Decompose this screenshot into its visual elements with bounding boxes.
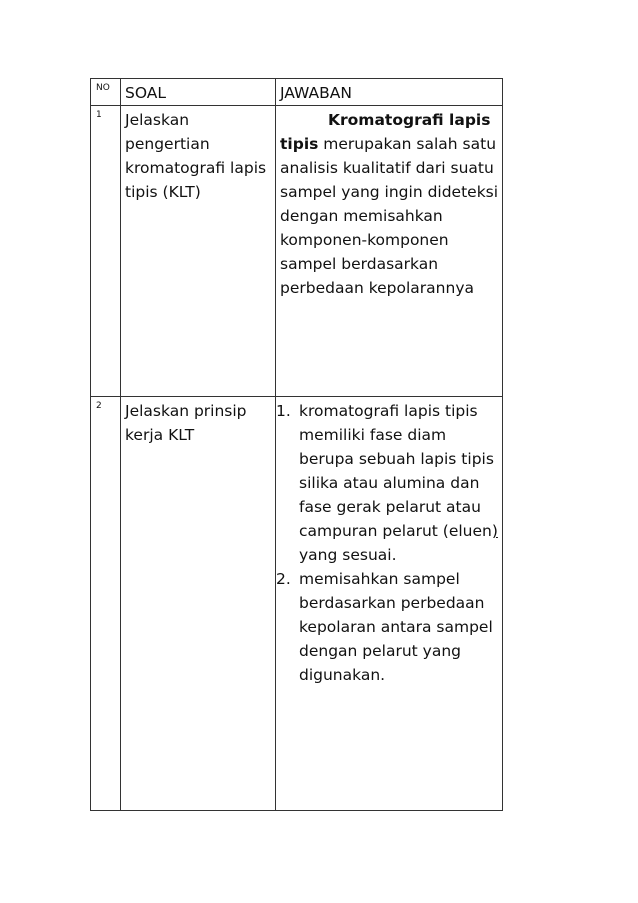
list-item — [276, 567, 502, 687]
answer-list — [276, 399, 502, 687]
row-number: 2 — [96, 401, 102, 411]
row-number: 1 — [96, 110, 102, 120]
row-jawaban-cell — [276, 397, 503, 811]
answer-rest: merupakan salah satu analisis kualitatif dari suatu sampel yang ingin dideteksi dengan memisahkan komponen-komponen sampel berdasarkan perbedaan kepolarannya — [280, 135, 499, 297]
row-no-cell — [91, 397, 121, 811]
header-jawaban-cell — [276, 79, 503, 106]
row-soal-cell — [121, 397, 276, 811]
table-row — [91, 397, 503, 811]
question-text: Jelaskan pengertian kromatografi lapis tipis (KLT) — [125, 111, 267, 201]
table-row — [91, 106, 503, 397]
list-item-number: 2. — [276, 570, 291, 588]
answer-text — [276, 106, 502, 300]
header-no: NO — [96, 83, 110, 93]
header-soal: SOAL — [125, 84, 167, 102]
header-jawaban: JAWABAN — [280, 84, 352, 102]
row-no-cell — [91, 106, 121, 397]
header-row — [91, 79, 503, 106]
qa-table — [90, 78, 503, 811]
list-item — [276, 399, 502, 567]
list-item-text: kromatografi lapis tipis memiliki fase diam berupa sebuah lapis tipis silika atau alumina dan fase gerak pelarut atau campuran pelarut (eluen — [299, 402, 494, 540]
answer-bold-lead: Kromatografi lapis tipis — [280, 111, 491, 153]
row-soal-cell — [121, 106, 276, 397]
answer-list-wrap — [276, 397, 502, 687]
list-item-text-after: yang sesuai. — [299, 546, 397, 564]
header-no-cell — [91, 79, 121, 106]
list-item-text: memisahkan sampel berdasarkan perbedaan kepolaran antara sampel dengan pelarut yang digunakan. — [299, 570, 493, 684]
list-item-underlined: ) — [491, 522, 498, 540]
list-item-number: 1. — [276, 402, 291, 420]
question-text: Jelaskan prinsip kerja KLT — [125, 402, 247, 444]
row-jawaban-cell — [276, 106, 503, 397]
header-soal-cell — [121, 79, 276, 106]
